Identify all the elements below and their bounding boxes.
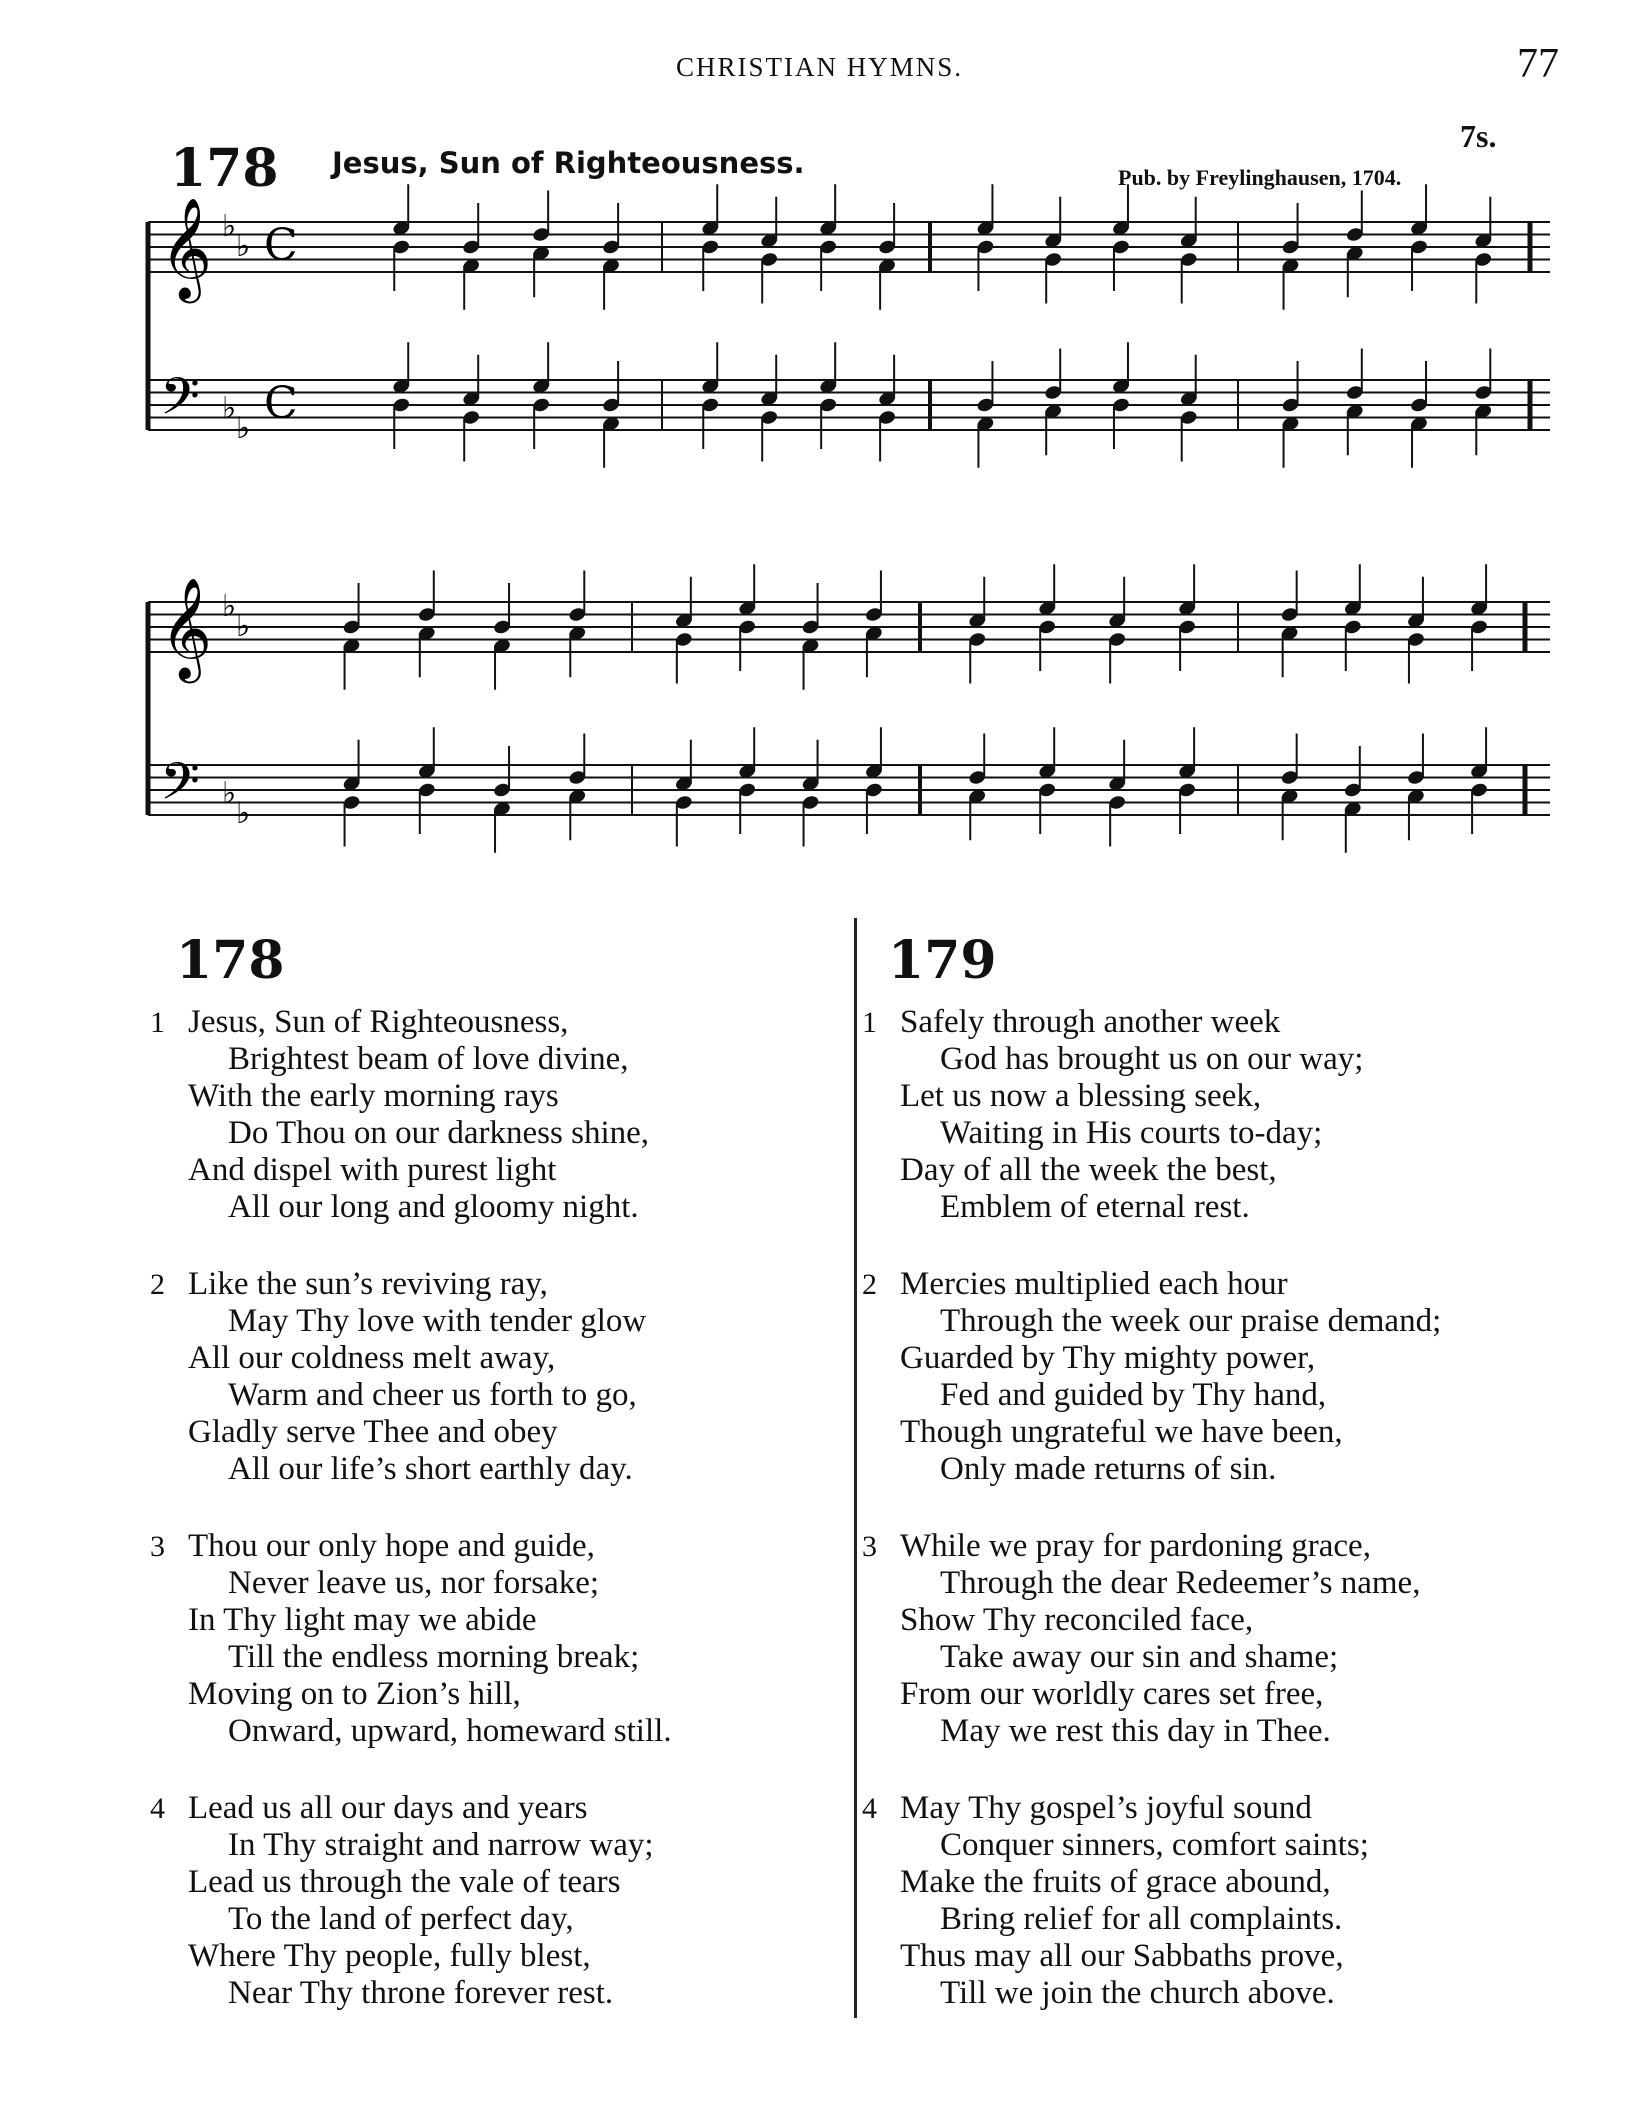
verse-line-text: Thou our only hope and guide, [188, 1528, 595, 1564]
verse-line-text: Through the dear Redeemer’s name, [940, 1565, 1421, 1601]
stanza [150, 1528, 890, 1750]
verse-line [150, 1938, 890, 1975]
verse-line-text: Take away our sin and shame; [940, 1639, 1339, 1675]
common-time: C [264, 378, 298, 429]
hymn-178-text [150, 930, 890, 2052]
stanza [862, 1528, 1602, 1750]
verse-line-text: While we pray for pardoning grace, [900, 1528, 1371, 1564]
verse-line-text: In Thy straight and narrow way; [228, 1827, 654, 1863]
hymn-number: 179 [888, 930, 997, 991]
treble-clef: 𝄞 [160, 576, 213, 679]
meter: 7s. [1460, 118, 1497, 154]
stanza-number: 4 [862, 1792, 877, 1825]
stanza-number: 4 [150, 1792, 165, 1825]
music-score [0, 0, 1639, 900]
verse-line-text: Waiting in His courts to-day; [940, 1115, 1323, 1151]
stanza-number: 1 [150, 1006, 165, 1039]
verse-line-text: Lead us through the vale of tears [188, 1864, 621, 1900]
verse-line [862, 1790, 1602, 1827]
verse-line [862, 1189, 1602, 1226]
verse-line-text: Gladly serve Thee and obey [188, 1414, 558, 1450]
verse-line [862, 1975, 1602, 2012]
verse-line [862, 1901, 1602, 1938]
verse-line-text: Let us now a blessing seek, [900, 1078, 1262, 1114]
verse-line-text: Warm and cheer us forth to go, [228, 1377, 637, 1413]
verse-line [150, 1975, 890, 2012]
verse-line [862, 1864, 1602, 1901]
verse-line [150, 1602, 890, 1639]
verse-line-text: Do Thou on our darkness shine, [228, 1115, 650, 1151]
verse-line-text: Never leave us, nor forsake; [228, 1565, 600, 1601]
verse-line-text: Make the fruits of grace abound, [900, 1864, 1331, 1900]
verse-line-text: All our coldness melt away, [188, 1340, 556, 1376]
verse-line-text: Lead us all our days and years [188, 1790, 588, 1826]
verse-line [862, 1451, 1602, 1488]
verse-line [150, 1152, 890, 1189]
verse-line-text: From our worldly cares set free, [900, 1676, 1324, 1712]
page-number: 77 [1517, 41, 1559, 87]
bass-clef: 𝄢 [160, 751, 200, 824]
verse-line [150, 1041, 890, 1078]
verse-line-text: Brightest beam of love divine, [228, 1041, 629, 1077]
verse-line-text: May Thy gospel’s joyful sound [900, 1790, 1312, 1826]
verse-line [150, 1528, 890, 1565]
stanza [862, 1790, 1602, 2012]
verse-line [862, 1152, 1602, 1189]
flat-sign: ♭ [236, 609, 251, 644]
verse-line-text: Onward, upward, homeward still. [228, 1713, 672, 1749]
verse-line [862, 1266, 1602, 1303]
verse-line [862, 1340, 1602, 1377]
verse-line-text: Day of all the week the best, [900, 1152, 1277, 1188]
verse-line [150, 1303, 890, 1340]
flat-sign: ♭ [222, 776, 237, 811]
verse-line-text: Moving on to Zion’s hill, [188, 1676, 521, 1712]
verse-line [862, 1602, 1602, 1639]
verse-line-text: Emblem of eternal rest. [940, 1189, 1250, 1225]
verse-line-text: Like the sun’s reviving ray, [188, 1266, 548, 1302]
verse-line-text: Till we join the church above. [940, 1975, 1335, 2011]
verse-line-text: In Thy light may we abide [188, 1602, 537, 1638]
verse-line [862, 1676, 1602, 1713]
verse-line [862, 1639, 1602, 1676]
verse-line [862, 1414, 1602, 1451]
verse-line [150, 1078, 890, 1115]
verse-line [150, 1377, 890, 1414]
verse-line-text: Show Thy reconciled face, [900, 1602, 1254, 1638]
verse-line-text: Where Thy people, fully blest, [188, 1938, 591, 1974]
hymn-179-text [862, 930, 1602, 2052]
verse-line [862, 1115, 1602, 1152]
verse-line-text: All our long and gloomy night. [228, 1189, 639, 1225]
verse-line [150, 1004, 890, 1041]
verse-line-text: Bring relief for all complaints. [940, 1901, 1343, 1937]
flat-sign: ♭ [236, 229, 251, 264]
verse-line [862, 1377, 1602, 1414]
verse-line [150, 1676, 890, 1713]
verse-line-text: Only made returns of sin. [940, 1451, 1277, 1487]
verse-line-text: Till the endless morning break; [228, 1639, 640, 1675]
stanza [862, 1266, 1602, 1488]
verse-line-text: With the early morning rays [188, 1078, 559, 1114]
verse-line [862, 1565, 1602, 1602]
verse-line-text: Conquer sinners, comfort saints; [940, 1827, 1369, 1863]
stanza [150, 1004, 890, 1226]
verse-line [150, 1266, 890, 1303]
verse-line-text: May we rest this day in Thee. [940, 1713, 1331, 1749]
verse-line-text: Near Thy throne forever rest. [228, 1975, 614, 2011]
verse-line [150, 1340, 890, 1377]
composer-credit: Pub. by Freylinghausen, 1704. [1118, 165, 1402, 190]
verse-line [150, 1565, 890, 1602]
verse-line-text: Safely through another week [900, 1004, 1281, 1040]
verse-line-text: Thus may all our Sabbaths prove, [900, 1938, 1344, 1974]
running-head: CHRISTIAN HYMNS. [675, 52, 964, 82]
verse-line [862, 1827, 1602, 1864]
flat-sign: ♭ [222, 209, 237, 244]
flat-sign: ♭ [236, 796, 251, 831]
verse-line-text: To the land of perfect day, [228, 1901, 574, 1937]
stanza-number: 3 [862, 1530, 877, 1563]
verse-line-text: And dispel with purest light [188, 1152, 557, 1188]
stanza [150, 1266, 890, 1488]
verse-line [862, 1041, 1602, 1078]
verse-line-text: Mercies multiplied each hour [900, 1266, 1288, 1302]
verse-line-text: Though ungrateful we have been, [900, 1414, 1343, 1450]
verse-line-text: Fed and guided by Thy hand, [940, 1377, 1327, 1413]
flat-sign: ♭ [222, 391, 237, 426]
verse-line-text: Guarded by Thy mighty power, [900, 1340, 1316, 1376]
tune-title: Jesus, Sun of Righteousness. [332, 146, 805, 180]
flat-sign: ♭ [236, 411, 251, 446]
stanza-number: 3 [150, 1530, 165, 1563]
verse-line [150, 1189, 890, 1226]
verse-line-text: All our life’s short earthly day. [228, 1451, 633, 1487]
verse-line [862, 1078, 1602, 1115]
stanza-number: 1 [862, 1006, 877, 1039]
stanza-number: 2 [150, 1268, 165, 1301]
verse-line-text: May Thy love with tender glow [228, 1303, 647, 1339]
verse-line [150, 1901, 890, 1938]
verse-line-text: God has brought us on our way; [940, 1041, 1364, 1077]
verse-line [150, 1790, 890, 1827]
verse-line [862, 1938, 1602, 1975]
verse-line [150, 1639, 890, 1676]
treble-clef: 𝄞 [160, 196, 213, 299]
hymn-number: 178 [176, 930, 285, 991]
flat-sign: ♭ [222, 589, 237, 624]
verse-line [150, 1864, 890, 1901]
stanza [862, 1004, 1602, 1226]
verse-line [150, 1713, 890, 1750]
common-time: C [264, 220, 298, 271]
verse-line-text: Jesus, Sun of Righteousness, [188, 1004, 569, 1040]
tune-hymn-number: 178 [170, 138, 279, 199]
verse-line [150, 1414, 890, 1451]
stanza-number: 2 [862, 1268, 877, 1301]
verse-line [862, 1303, 1602, 1340]
verse-line [150, 1827, 890, 1864]
verse-line-text: Through the week our praise demand; [940, 1303, 1442, 1339]
verse-line [862, 1713, 1602, 1750]
bass-clef: 𝄢 [160, 366, 200, 439]
verse-line [150, 1451, 890, 1488]
verse-line [862, 1528, 1602, 1565]
verse-line [862, 1004, 1602, 1041]
verse-line [150, 1115, 890, 1152]
stanza [150, 1790, 890, 2012]
